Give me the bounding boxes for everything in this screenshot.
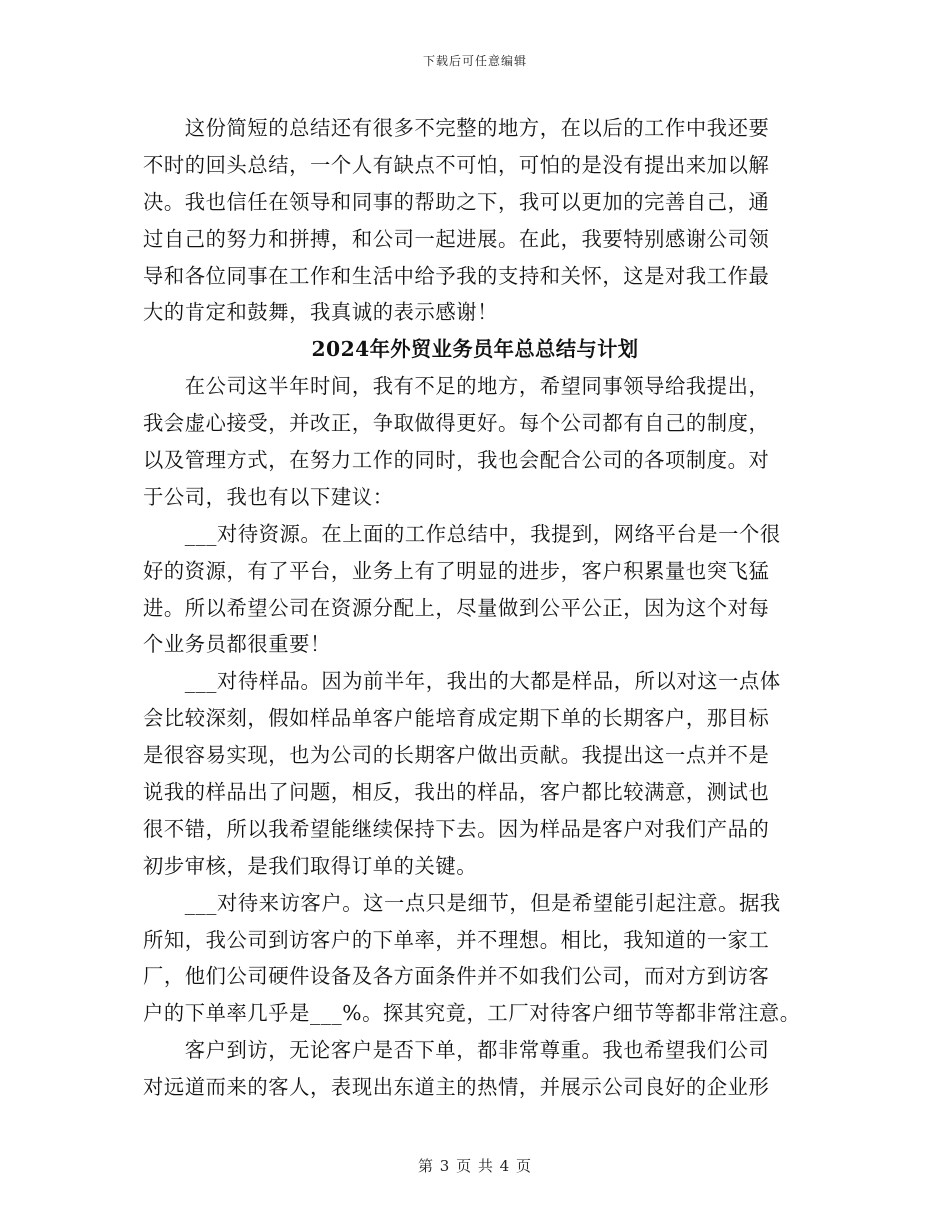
text-line: ___对待样品。因为前半年，我出的大都是样品，所以对这一点体 bbox=[143, 669, 781, 694]
text-line: 在公司这半年时间，我有不足的地方，希望同事领导给我提出， bbox=[143, 374, 770, 399]
header-note: 下载后可任意编辑 bbox=[422, 54, 527, 68]
page-number: 第 3 页 共 4 页 bbox=[418, 1157, 532, 1175]
text-line: 会比较深刻，假如样品单客户能培育成定期下单的长期客户，那目标 bbox=[143, 706, 770, 731]
text-line: 说我的样品出了问题，相反，我出的样品，客户都比较满意，测试也 bbox=[143, 780, 770, 805]
text-line: 户的下单率几乎是___%。探其究竟，工厂对待客户细节等都非常注意。 bbox=[143, 1001, 801, 1026]
text-line: 导和各位同事在工作和生活中给予我的支持和关怀，这是对我工作最 bbox=[143, 263, 770, 288]
text-line: 大的肯定和鼓舞，我真诚的表示感谢！ bbox=[143, 300, 498, 325]
text-line: 初步审核，是我们取得订单的关键。 bbox=[143, 853, 478, 878]
text-line: 于公司，我也有以下建议： bbox=[143, 484, 394, 509]
text-line: 个业务员都很重要！ bbox=[143, 632, 331, 657]
text-line: 所知，我公司到访客户的下单率，并不理想。相比，我知道的一家工 bbox=[143, 927, 770, 952]
text-line: 厂，他们公司硬件设备及各方面条件并不如我们公司，而对方到访客 bbox=[143, 964, 770, 989]
text-line: ___对待资源。在上面的工作总结中，我提到，网络平台是一个很 bbox=[143, 521, 781, 546]
text-line: 客户到访，无论客户是否下单，都非常尊重。我也希望我们公司 bbox=[143, 1038, 770, 1063]
text-line: 不时的回头总结，一个人有缺点不可怕，可怕的是没有提出来加以解 bbox=[143, 152, 770, 177]
section-title: 2024年外贸业务员年总总结与计划 bbox=[311, 337, 639, 362]
text-line: 是很容易实现，也为公司的长期客户做出贡献。我提出这一点并不是 bbox=[143, 743, 770, 768]
text-line: 过自己的努力和拼搏，和公司一起进展。在此，我要特别感谢公司领 bbox=[143, 226, 770, 251]
text-line: ___对待来访客户。这一点只是细节，但是希望能引起注意。据我 bbox=[143, 890, 781, 915]
text-line: 我会虚心接受，并改正，争取做得更好。每个公司都有自己的制度， bbox=[143, 411, 770, 436]
text-line: 以及管理方式，在努力工作的同时，我也会配合公司的各项制度。对 bbox=[143, 448, 770, 473]
text-line: 好的资源，有了平台，业务上有了明显的进步，客户积累量也突飞猛 bbox=[143, 558, 770, 583]
text-line: 很不错，所以我希望能继续保持下去。因为样品是客户对我们产品的 bbox=[143, 816, 770, 841]
text-line: 这份简短的总结还有很多不完整的地方，在以后的工作中我还要 bbox=[143, 116, 770, 140]
text-line: 对远道而来的客人，表现出东道主的热情，并展示公司良好的企业形 bbox=[143, 1075, 770, 1100]
text-line: 决。我也信任在领导和同事的帮助之下，我可以更加的完善自己，通 bbox=[143, 189, 770, 214]
document-body bbox=[143, 110, 807, 1106]
text-line: 进。所以希望公司在资源分配上，尽量做到公平公正，因为这个对每 bbox=[143, 595, 770, 620]
